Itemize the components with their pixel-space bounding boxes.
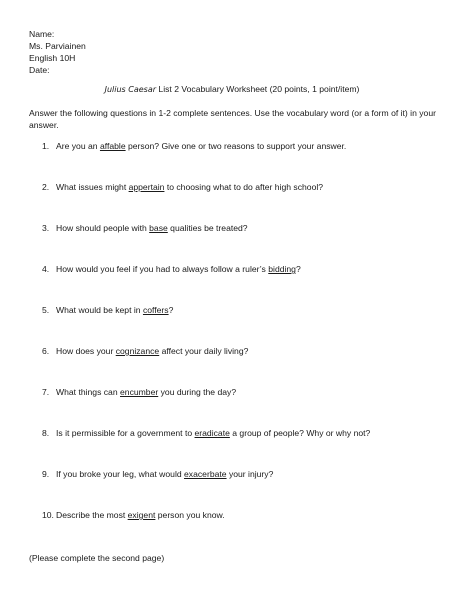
worksheet-title — [0, 84, 464, 95]
question-text-before: What would be kept in — [56, 305, 143, 315]
question-item — [42, 181, 323, 193]
vocab-word: exacerbate — [184, 469, 227, 479]
question-number: 3. — [42, 223, 50, 233]
question-item — [42, 222, 248, 234]
question-item — [42, 468, 273, 480]
question-text-after: you during the day? — [158, 387, 237, 397]
vocab-word: base — [149, 223, 168, 233]
vocab-word: encumber — [120, 387, 159, 397]
question-number: 10. — [42, 510, 54, 520]
question-text-before: How should people with — [56, 223, 150, 233]
question-text-after: a group of people? Why or why not? — [229, 428, 371, 438]
question-number: 1. — [42, 141, 50, 151]
question-number: 7. — [42, 387, 50, 397]
question-number: 8. — [42, 428, 50, 438]
question-text-before: Is it permissible for a government to — [56, 428, 195, 438]
question-item — [42, 140, 346, 152]
vocab-word: appertain — [128, 182, 165, 192]
question-text-before: How does your — [56, 346, 116, 356]
question-item — [42, 263, 301, 275]
student-header — [29, 28, 86, 76]
vocab-word: bidding — [268, 264, 296, 274]
question-text-after: person you know. — [155, 510, 225, 520]
vocab-word: affable — [99, 141, 126, 151]
question-text-after: qualities be treated? — [167, 223, 248, 233]
question-text-after: to choosing what to do after high school? — [164, 182, 324, 192]
question-item — [42, 386, 236, 398]
question-number: 5. — [42, 305, 50, 315]
question-number: 6. — [42, 346, 50, 356]
vocab-word: eradicate — [194, 428, 230, 438]
question-number: 4. — [42, 264, 50, 274]
vocab-word: cognizance — [115, 346, 160, 356]
question-item — [42, 427, 370, 439]
question-text-after: affect your daily living? — [159, 346, 249, 356]
question-text-after: your injury? — [226, 469, 274, 479]
question-item — [42, 345, 248, 357]
book-title: Julius Caesar — [104, 85, 157, 94]
question-number: 9. — [42, 469, 50, 479]
question-text-before: Describe the most — [56, 510, 128, 520]
question-text-before: Are you an — [56, 141, 100, 151]
continue-note: (Please complete the second page) — [29, 553, 165, 563]
question-text-after: person? Give one or two reasons to support your answer. — [125, 141, 347, 151]
question-text-after: ? — [168, 305, 174, 315]
question-text-after: ? — [295, 264, 301, 274]
name-label: Name: — [29, 29, 55, 39]
teacher-name: Ms. Parviainen — [29, 41, 86, 51]
instructions: Answer the following questions in 1-2 complete sentences. Use the vocabulary word (or a form of it) in your answer. — [29, 108, 436, 130]
vocab-word: coffers — [142, 305, 169, 315]
date-label: Date: — [29, 65, 50, 75]
question-text-before: How would you feel if you had to always follow a ruler’s — [56, 264, 269, 274]
course-name: English 10H — [29, 53, 76, 63]
title-rest: List 2 Vocabulary Worksheet (20 points, 1 point/item) — [156, 84, 360, 94]
question-item — [42, 304, 173, 316]
question-text-before: If you broke your leg, what would — [56, 469, 185, 479]
vocab-word: exigent — [127, 510, 156, 520]
question-number: 2. — [42, 182, 50, 192]
question-item — [42, 509, 225, 521]
question-text-before: What issues might — [56, 182, 129, 192]
question-text-before: What things can — [56, 387, 121, 397]
